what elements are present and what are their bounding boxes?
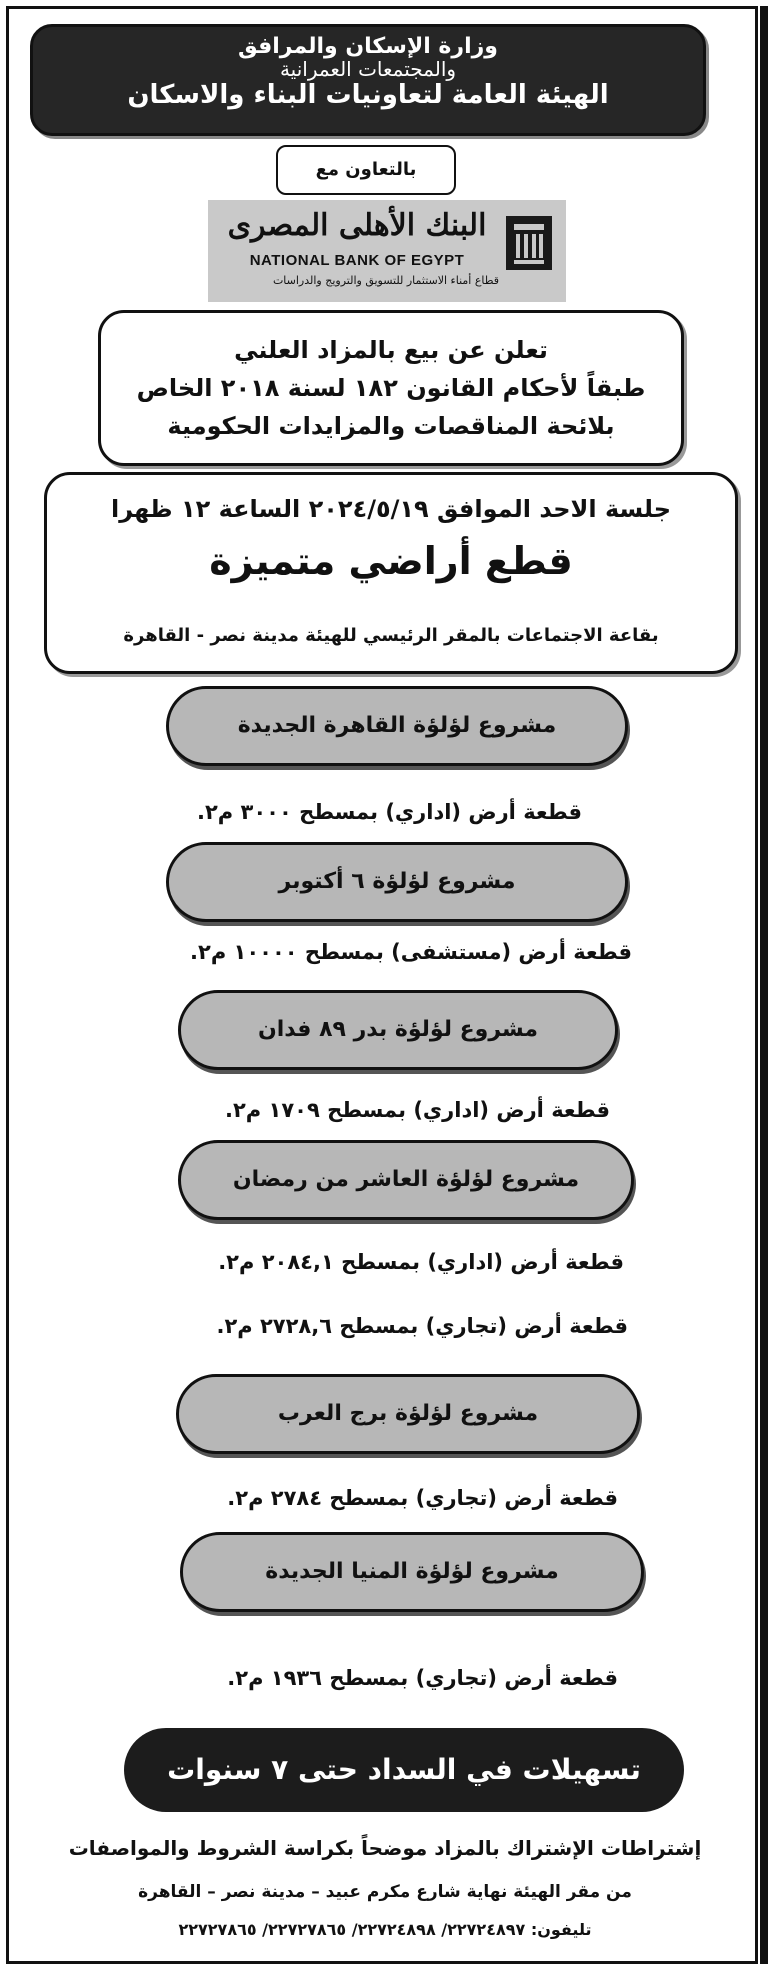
ministry-line-2: والمجتمعات العمرانية bbox=[279, 57, 457, 81]
plot-line: قطعة أرض (اداري) بمسطح ٢٠٨٤,١ م٢. bbox=[218, 1250, 624, 1274]
project-pill: مشروع لؤلؤة القاهرة الجديدة bbox=[166, 686, 628, 766]
project-pill: مشروع لؤلؤة ٦ أكتوبر bbox=[166, 842, 628, 922]
address-line: من مقر الهيئة نهاية شارع مكرم عبيد – مدينة نصر – القاهرة bbox=[138, 1882, 632, 1902]
bank-logo-block bbox=[208, 200, 566, 302]
phone-line: تليفون: ٢٢٧٢٤٨٩٧/ ٢٢٧٢٤٨٩٨/ ٢٢٧٢٧٨٦٥/ ٢٢٧٢٧٨٦٥ bbox=[178, 1920, 592, 1939]
project-pill: مشروع لؤلؤة بدر ٨٩ فدان bbox=[178, 990, 618, 1070]
plot-line: قطعة أرض (تجاري) بمسطح ١٩٣٦ م٢. bbox=[227, 1666, 618, 1690]
session-box bbox=[44, 472, 738, 674]
bank-emblem-icon bbox=[506, 216, 552, 270]
project-pill: مشروع لؤلؤة برج العرب bbox=[176, 1374, 640, 1454]
ministry-line-1: وزارة الإسكان والمرافق bbox=[238, 34, 498, 59]
plot-line: قطعة أرض (اداري) بمسطح ١٧٠٩ م٢. bbox=[224, 1098, 610, 1122]
bank-name-english: NATIONAL BANK OF EGYPT bbox=[249, 252, 465, 269]
session-title: قطع أراضي متميزة bbox=[209, 539, 573, 583]
cooperation-label: بالتعاون مع bbox=[276, 145, 456, 195]
plot-line: قطعة أرض (تجاري) بمسطح ٢٧٢٨,٦ م٢. bbox=[216, 1314, 628, 1338]
announcement-line-3: بلائحة المناقصات والمزايدات الحكومية bbox=[167, 412, 615, 440]
payment-facilities-banner: تسهيلات في السداد حتى ٧ سنوات bbox=[124, 1728, 684, 1812]
authority-name: الهيئة العامة لتعاونيات البناء والاسكان bbox=[127, 80, 609, 110]
bank-name-arabic: البنك الأهلى المصرى bbox=[227, 208, 487, 243]
plot-line: قطعة أرض (مستشفى) بمسطح ١٠٠٠٠ م٢. bbox=[190, 940, 632, 964]
plot-line: قطعة أرض (تجاري) بمسطح ٢٧٨٤ م٢. bbox=[227, 1486, 618, 1510]
session-date: جلسة الاحد الموافق ٢٠٢٤/٥/١٩ الساعة ١٢ ظهرا bbox=[110, 495, 672, 523]
conditions-note: إشتراطات الإشتراك بالمزاد موضحاً بكراسة الشروط والمواصفات bbox=[68, 1836, 702, 1860]
plot-line: قطعة أرض (اداري) بمسطح ٣٠٠٠ م٢. bbox=[196, 800, 582, 824]
bank-sector: قطاع أمناء الاستثمار للتسويق والترويج والدراسات bbox=[272, 274, 500, 287]
announcement-line-1: تعلن عن بيع بالمزاد العلني bbox=[234, 336, 548, 364]
project-pill: مشروع لؤلؤة المنيا الجديدة bbox=[180, 1532, 644, 1612]
session-venue: بقاعة الاجتماعات بالمقر الرئيسي للهيئة مدينة نصر - القاهرة bbox=[123, 625, 659, 646]
announcement-line-2: طبقاً لأحكام القانون ١٨٢ لسنة ٢٠١٨ الخاص bbox=[136, 374, 646, 402]
frame-right-edge bbox=[760, 6, 768, 1964]
announcement-box bbox=[98, 310, 684, 466]
project-pill: مشروع لؤلؤة العاشر من رمضان bbox=[178, 1140, 634, 1220]
ministry-header bbox=[30, 24, 706, 136]
